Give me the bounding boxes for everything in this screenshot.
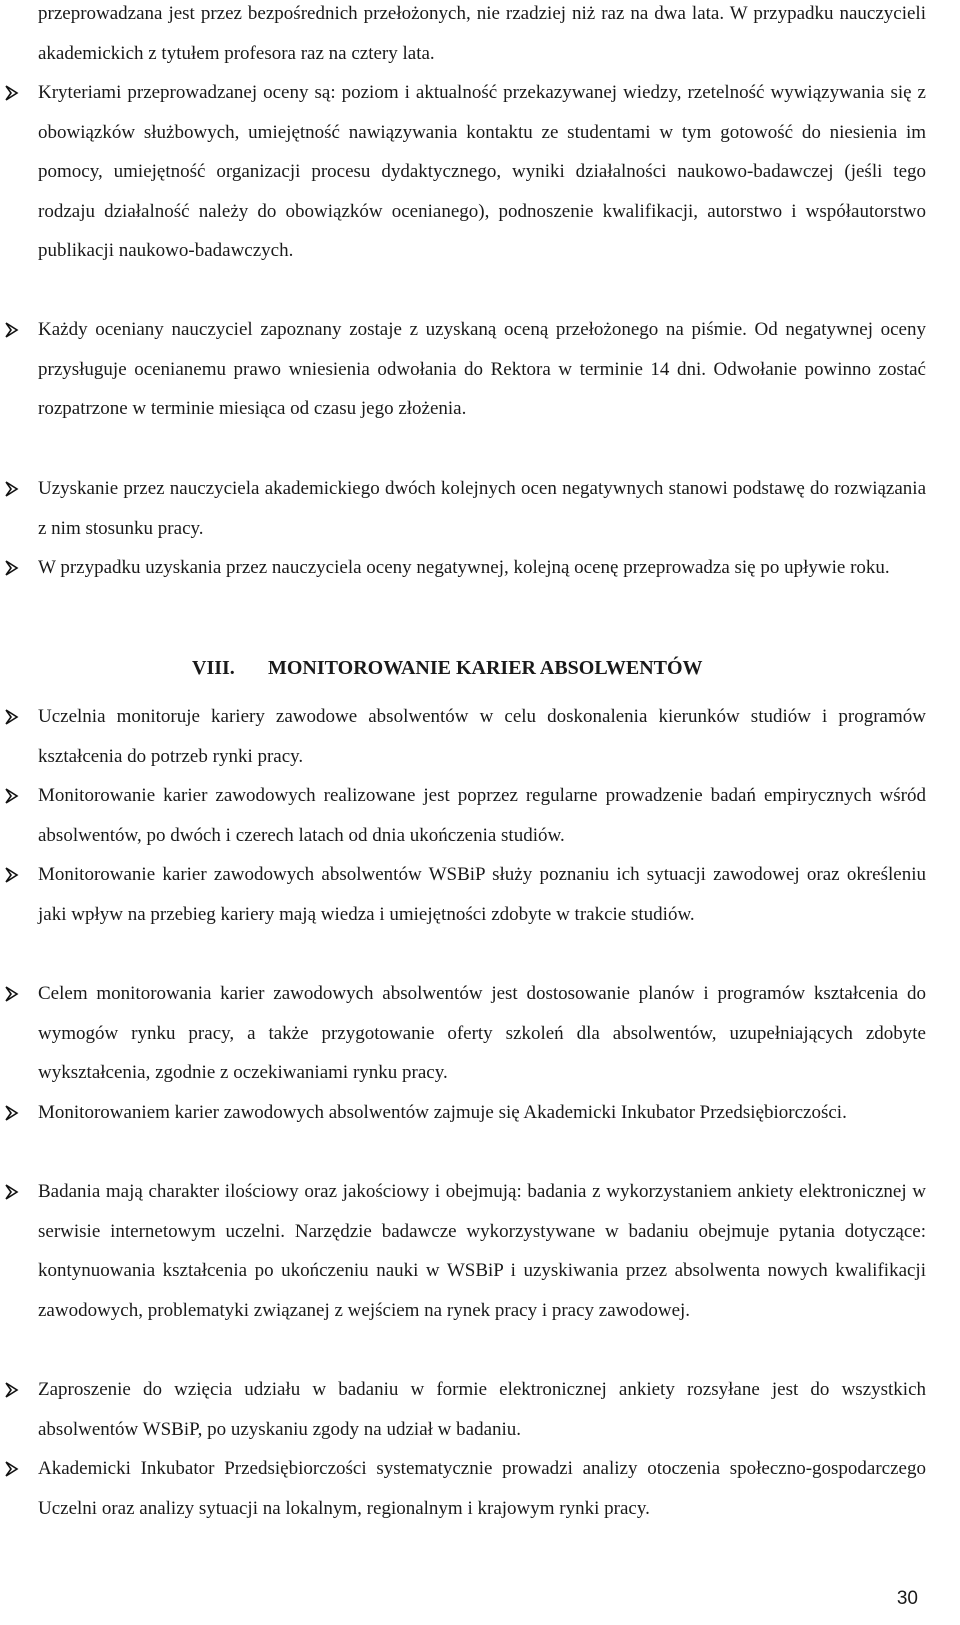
list-item-text: Uzyskanie przez nauczyciela akademickiego dwóch kolejnych ocen negatywnych stanowi podstawę do rozwiązania z nim stosunku pracy. <box>38 478 926 539</box>
arrowhead-bullet-icon <box>0 1370 22 1410</box>
list-item-text: Monitorowanie karier zawodowych absolwentów WSBiP służy poznaniu ich sytuacji zawodowej oraz określeniu jaki wpływ na przebieg kariery mają wiedza i umiejętności zdobyte w trakcie studiów. <box>38 864 926 925</box>
section-heading <box>0 648 960 688</box>
list-item-text: Badania mają charakter ilościowy oraz jakościowy i obejmują: badania z wykorzystaniem ankiety elektronicznej w serwisie internetowym uczelni. Narzędzie badawcze wykorzystywane w badaniu obejmuje pytania dotyczące: kontynuowania kształcenia po ukończeniu nauki w WSBiP i uzyskiwania przez absolwenta nowych kwalifikacji zawodowych, problematyki związanej z wejściem na rynek pracy i pracy zawodowej. <box>38 1181 926 1321</box>
arrowhead-bullet-icon <box>0 469 22 509</box>
list-item-text: Monitorowaniem karier zawodowych absolwentów zajmuje się Akademicki Inkubator Przedsiębiorczości. <box>38 1102 847 1123</box>
arrowhead-bullet-icon <box>0 974 22 1014</box>
arrowhead-bullet-icon <box>0 776 22 816</box>
list-item-text: Monitorowanie karier zawodowych realizowane jest poprzez regularne prowadzenie badań empirycznych wśród absolwentów, po dwóch i czerech latach od dnia ukończenia studiów. <box>38 785 926 846</box>
list-item-text: Każdy oceniany nauczyciel zapoznany zostaje z uzyskaną oceną przełożonego na piśmie. Od negatywnej oceny przysługuje ocenianemu prawo wniesienia odwołania do Rektora w terminie 14 dni. Odwołanie powinno zostać rozpatrzone w terminie miesiąca od czasu jego złożenia. <box>38 319 926 419</box>
list-item-text: Akademicki Inkubator Przedsiębiorczości systematycznie prowadzi analizy otoczenia społeczno-gospodarczego Uczelni oraz analizy sytuacji na lokalnym, regionalnym i krajowym rynki pracy. <box>38 1458 926 1519</box>
arrowhead-bullet-icon <box>0 1449 22 1489</box>
arrowhead-bullet-icon <box>0 1093 22 1133</box>
arrowhead-bullet-icon <box>0 697 22 737</box>
list-item-text: Celem monitorowania karier zawodowych absolwentów jest dostosowanie planów i programów kształcenia do wymogów rynku pracy, a także przygotowanie oferty szkoleń dla absolwentów, uzupełniających zdobyte wykształcenia, zgodnie z oczekiwaniami rynku pracy. <box>38 983 926 1083</box>
arrowhead-bullet-icon <box>0 73 22 113</box>
page-number: 30 <box>896 1588 918 1609</box>
list-item-text: Kryteriami przeprowadzanej oceny są: poziom i aktualność przekazywanej wiedzy, rzetelność wywiązywania się z obowiązków służbowych, umiejętność nawiązywania kontaktu ze studentami w tym gotowość do niesienia im pomocy, umiejętność organizacji procesu dydaktycznego, wyniki działalności naukowo-badawczej (jeśli tego rodzaju działalność należy do obowiązków ocenianego), podnoszenie kwalifikacji, autorstwo i współautorstwo publikacji naukowo-badawczych. <box>38 82 926 261</box>
lead-paragraph: przeprowadzana jest przez bezpośrednich przełożonych, nie rzadziej niż raz na dwa lata. W przypadku nauczycieli akademickich z tytułem profesora raz na cztery lata. <box>38 3 926 64</box>
list-item-text: W przypadku uzyskania przez nauczyciela oceny negatywnej, kolejną ocenę przeprowadza się po upływie roku. <box>38 557 890 578</box>
arrowhead-bullet-icon <box>0 855 22 895</box>
section-title: MONITOROWANIE KARIER ABSOLWENTÓW <box>268 657 703 679</box>
list-item-text: Zaproszenie do wzięcia udziału w badaniu w formie elektronicznej ankiety rozsyłane jest do wszystkich absolwentów WSBiP, po uzyskaniu zgody na udział w badaniu. <box>38 1379 926 1440</box>
section-number: VIII. <box>192 657 235 679</box>
arrowhead-bullet-icon <box>0 310 22 350</box>
arrowhead-bullet-icon <box>0 1172 22 1212</box>
arrowhead-bullet-icon <box>0 548 22 588</box>
list-item-text: Uczelnia monitoruje kariery zawodowe absolwentów w celu doskonalenia kierunków studiów i programów kształcenia do potrzeb rynki pracy. <box>38 706 926 767</box>
